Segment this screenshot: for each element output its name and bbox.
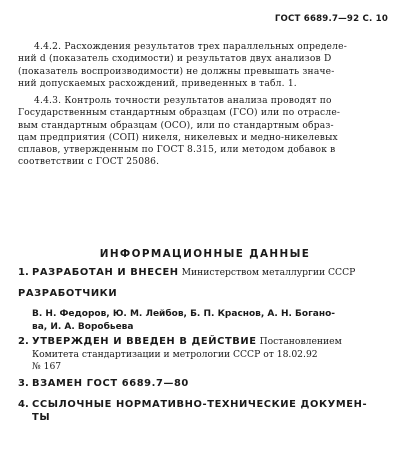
item-number: 2. (18, 336, 29, 347)
developers-heading: РАЗРАБОТЧИКИ (18, 288, 118, 299)
paragraph-line: ний допускаемых расхождений, приведенных в табл. 1. (18, 78, 297, 89)
item-caption: УТВЕРЖДЕН И ВВЕДЕН В ДЕЙСТВИЕ (32, 336, 257, 347)
info-item-4 (18, 399, 394, 424)
item-number: 1. (18, 267, 29, 278)
paragraph-line: (показатель воспроизводимости) не должны превышать значе- (18, 66, 335, 77)
developers-line: В. Н. Федоров, Ю. М. Лейбов, Б. П. Краснов, А. Н. Богано- (32, 309, 335, 319)
item-caption-continuation: ТЫ (32, 411, 51, 423)
info-item-2 (18, 336, 394, 374)
item-caption: ВЗАМЕН ГОСТ 6689.7—80 (32, 378, 189, 389)
paragraph-line: вым стандартным образцам (ОСО), или по стандартным образ- (18, 120, 334, 131)
item-continuation: № 167 (32, 361, 62, 372)
developers-names (32, 308, 394, 333)
paragraph-line: цам предприятия (СОП) никеля, никелевых и медно-никелевых (18, 132, 338, 143)
section-4-4-3-paragraph (18, 95, 394, 169)
item-caption: ССЫЛОЧНЫЕ НОРМАТИВНО-ТЕХНИЧЕСКИЕ ДОКУМЕН- (32, 399, 368, 410)
item-caption: РАЗРАБОТАН И ВНЕСЕН (32, 267, 179, 278)
item-text: Постановлением (259, 336, 342, 347)
paragraph-line: соответствии с ГОСТ 25086. (18, 157, 160, 168)
page-header: ГОСТ 6689.7—92 С. 10 (274, 14, 388, 24)
paragraph-line: Государственным стандартным образцам (ГСО) или по отрасле- (18, 108, 341, 119)
info-item-3 (18, 378, 394, 391)
paragraph-line: 4.4.3. Контроль точности результатов анализа проводят по (34, 96, 332, 106)
paragraph-line: 4.4.2. Расхождения результатов трех параллельных определе- (34, 42, 347, 52)
section-4-4-2-paragraph (18, 41, 394, 90)
item-number: 4. (18, 399, 29, 410)
paragraph-line: ний d (показатель сходимости) и результатов двух анализов D (18, 54, 332, 65)
item-text: Министерством металлургии СССР (181, 267, 356, 278)
info-section-title: ИНФОРМАЦИОННЫЕ ДАННЫЕ (99, 248, 311, 260)
info-item-1 (18, 267, 394, 280)
item-number: 3. (18, 378, 29, 389)
developers-line: ва, И. А. Воробьева (32, 321, 134, 332)
paragraph-line: сплавов, утвержденным по ГОСТ 8.315, или методом добавок в (18, 145, 336, 156)
item-continuation: Комитета стандартизации и метрологии СССР от 18.02.92 (32, 348, 318, 360)
